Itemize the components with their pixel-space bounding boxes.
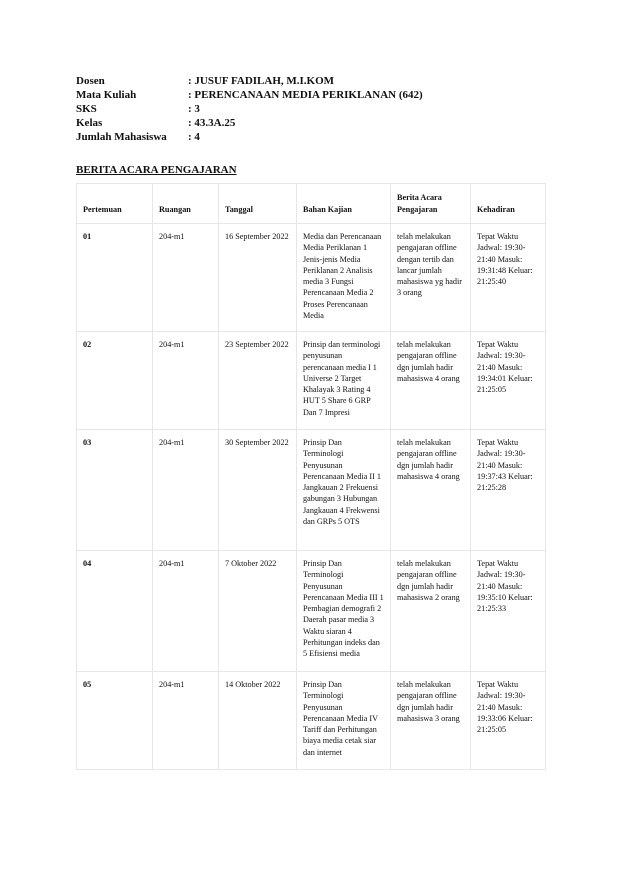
info-value-kelas: : 43.3A.25	[188, 117, 236, 129]
info-label-sks: SKS	[76, 103, 97, 115]
cell-pertemuan: 01	[77, 224, 153, 332]
info-label-mata-kuliah: Mata Kuliah	[76, 89, 137, 101]
cell-berita-acara: telah melakukan pengajaran offline dgn jumlah hadir mahasiswa 2 orang	[391, 551, 471, 672]
course-info	[76, 74, 423, 144]
table-row	[77, 430, 546, 551]
info-row	[76, 116, 423, 130]
info-row	[76, 74, 423, 88]
cell-kehadiran: Tepat Waktu Jadwal: 19:30-21:40 Masuk: 19:33:06 Keluar: 21:25:05	[471, 672, 546, 770]
info-label-dosen: Dosen	[76, 75, 105, 87]
cell-bahan-kajian: Media dan Perencanaan Media Periklanan 1 Jenis-jenis Media Periklanan 2 Analisis media 3 Fungsi Perencanaan Media 2 Proses Perencanaan Media	[297, 224, 391, 332]
info-row	[76, 88, 423, 102]
column-header-ruangan: Ruangan	[153, 184, 219, 224]
cell-tanggal: 16 September 2022	[219, 224, 297, 332]
column-header-tanggal: Tanggal	[219, 184, 297, 224]
info-row	[76, 102, 423, 116]
teaching-report-table	[76, 183, 546, 770]
info-label-kelas: Kelas	[76, 117, 103, 129]
cell-bahan-kajian: Prinsip dan terminologi penyusunan perencanaan media I 1 Universe 2 Target Khalayak 3 Rating 4 HUT 5 Share 6 GRP Dan 7 Impresi	[297, 332, 391, 430]
cell-tanggal: 30 September 2022	[219, 430, 297, 551]
cell-tanggal: 23 September 2022	[219, 332, 297, 430]
cell-kehadiran: Tepat Waktu Jadwal: 19:30-21:40 Masuk: 19:35:10 Keluar: 21:25:33	[471, 551, 546, 672]
table-row	[77, 332, 546, 430]
cell-tanggal: 14 Oktober 2022	[219, 672, 297, 770]
cell-tanggal: 7 Oktober 2022	[219, 551, 297, 672]
section-title: BERITA ACARA PENGAJARAN	[76, 164, 237, 176]
table-row	[77, 672, 546, 770]
info-value-dosen: : JUSUF FADILAH, M.I.KOM	[188, 75, 335, 87]
cell-kehadiran: Tepat Waktu Jadwal: 19:30-21:40 Masuk: 19:31:48 Keluar: 21:25:40	[471, 224, 546, 332]
cell-bahan-kajian: Prinsip Dan Terminologi Penyusunan Perencanaan Media II 1 Jangkauan 2 Frekuensi gabungan 3 Hubungan Jangkauan 4 Frekwensi dan GRPs 5 OTS	[297, 430, 391, 551]
column-header-bahan-kajian: Bahan Kajian	[297, 184, 391, 224]
cell-pertemuan: 03	[77, 430, 153, 551]
cell-kehadiran: Tepat Waktu Jadwal: 19:30-21:40 Masuk: 19:37:43 Keluar: 21:25:28	[471, 430, 546, 551]
cell-ruangan: 204-m1	[153, 224, 219, 332]
info-value-jumlah-mahasiswa: : 4	[188, 131, 200, 143]
cell-berita-acara: telah melakukan pengajaran offline dgn jumlah hadir mahasiswa 4 orang	[391, 430, 471, 551]
cell-bahan-kajian: Prinsip Dan Terminologi Penyusunan Perencanaan Media IV Tariff dan Perhitungan biaya media cetak siar dan internet	[297, 672, 391, 770]
table-header-row	[77, 184, 546, 224]
cell-berita-acara: telah melakukan pengajaran offline dengan tertib dan lancar jumlah mahasiswa yg hadir 3 orang	[391, 224, 471, 332]
cell-kehadiran: Tepat Waktu Jadwal: 19:30-21:40 Masuk: 19:34:01 Keluar: 21:25:05	[471, 332, 546, 430]
info-label-jumlah-mahasiswa: Jumlah Mahasiswa	[76, 131, 167, 143]
cell-ruangan: 204-m1	[153, 332, 219, 430]
cell-ruangan: 204-m1	[153, 551, 219, 672]
info-value-sks: : 3	[188, 103, 200, 115]
table-row	[77, 224, 546, 332]
table-row	[77, 551, 546, 672]
cell-pertemuan: 02	[77, 332, 153, 430]
column-header-berita-acara: Berita Acara Pengajaran	[391, 184, 471, 224]
cell-berita-acara: telah melakukan pengajaran offline dgn jumlah hadir mahasiswa 3 orang	[391, 672, 471, 770]
info-value-mata-kuliah: : PERENCANAAN MEDIA PERIKLANAN (642)	[188, 89, 423, 101]
cell-berita-acara: telah melakukan pengajaran offline dgn jumlah hadir mahasiswa 4 orang	[391, 332, 471, 430]
column-header-kehadiran: Kehadiran	[471, 184, 546, 224]
cell-ruangan: 204-m1	[153, 672, 219, 770]
cell-pertemuan: 04	[77, 551, 153, 672]
info-row	[76, 130, 423, 144]
column-header-pertemuan: Pertemuan	[77, 184, 153, 224]
cell-pertemuan: 05	[77, 672, 153, 770]
cell-ruangan: 204-m1	[153, 430, 219, 551]
cell-bahan-kajian: Prinsip Dan Terminologi Penyusunan Perencanaan Media III 1 Pembagian demografi 2 Daerah pasar media 3 Waktu siaran 4 Perhitungan indeks dan 5 Efisiensi media	[297, 551, 391, 672]
